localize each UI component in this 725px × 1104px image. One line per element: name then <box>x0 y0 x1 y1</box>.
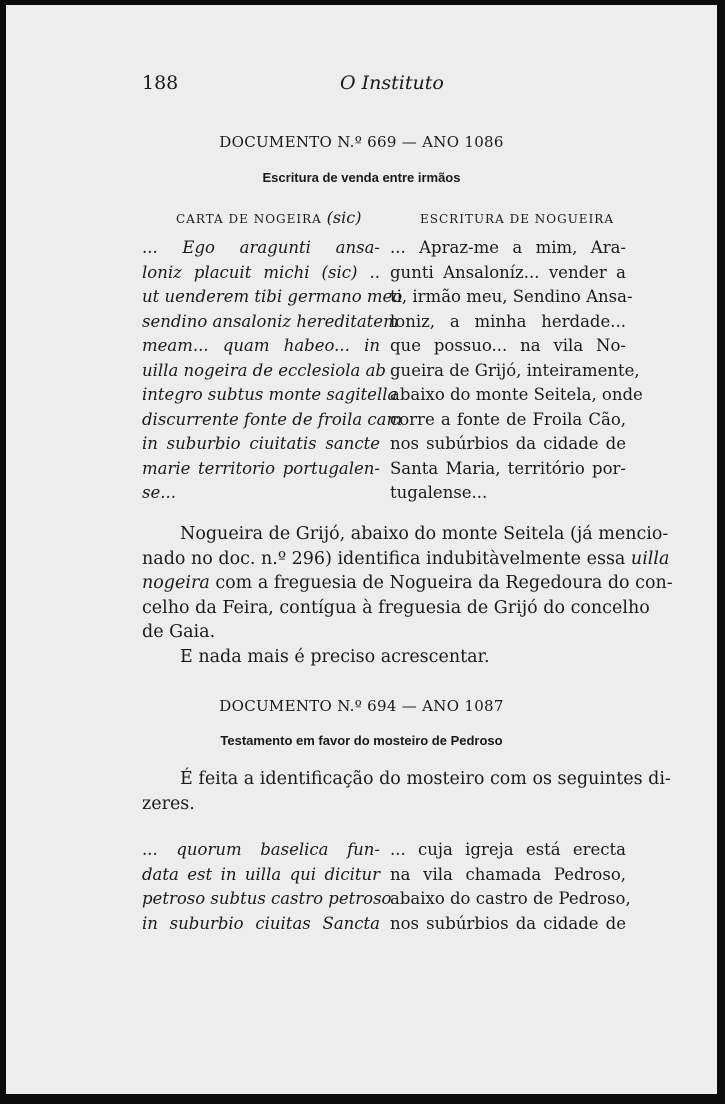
running-title: O Instituto <box>340 72 444 94</box>
doc2-heading: DOCUMENTO N.º 694 — ANO 1087 <box>219 697 504 715</box>
doc1-portuguese-column <box>390 236 643 506</box>
portuguese-line: tugalense... <box>390 483 488 502</box>
doc2-subtitle: Testamento em favor do mosteiro de Pedroso <box>220 733 503 748</box>
doc1-left-column-heading <box>176 208 361 227</box>
doc2-portuguese-column <box>390 838 631 936</box>
commentary-line: celho da Feira, contígua à freguesia de Grijó do concelho <box>142 597 650 618</box>
commentary-line: nogeira com a freguesia de Nogueira da Regedoura do con- <box>142 573 673 593</box>
portuguese-line: abaixo do monte Seitela, onde <box>390 385 643 404</box>
portuguese-line: loniz, a minha herdade... <box>390 311 626 331</box>
latin-line: discurrente fonte de froila cam <box>142 409 403 429</box>
commentary-line: de Gaia. <box>142 622 216 642</box>
portuguese-line: abaixo do castro de Pedroso, <box>390 889 631 908</box>
portuguese-line: que possuo... na vila No- <box>390 336 626 355</box>
latin-phrase: uilla <box>630 548 670 569</box>
left-heading-sic: (sic) <box>326 208 362 227</box>
intro-line: zeres. <box>142 793 195 814</box>
latin-phrase: nogeira <box>142 573 210 593</box>
closing-line: E nada mais é preciso acrescentar. <box>180 646 490 667</box>
latin-line: uilla nogeira de ecclesiola ab <box>142 360 386 380</box>
latin-line: ... quorum baselica fun- <box>142 840 380 859</box>
doc1-right-column-heading: ESCRITURA DE NOGUEIRA <box>420 212 615 226</box>
latin-line: data est in uilla qui dicitur <box>142 864 380 884</box>
intro-line: É feita a identificação do mosteiro com os seguintes di- <box>180 769 671 789</box>
portuguese-line: nos subúrbios da cidade de <box>390 913 626 933</box>
doc2-latin-column <box>142 838 392 936</box>
latin-line: integro subtus monte sagitella <box>142 385 398 404</box>
doc1-subtitle: Escritura de venda entre irmãos <box>262 170 461 185</box>
portuguese-line: gueira de Grijó, inteiramente, <box>390 360 640 380</box>
portuguese-line: Santa Maria, território por- <box>390 458 626 478</box>
commentary-line: Nogueira de Grijó, abaixo do monte Seitela (já mencio- <box>180 524 669 544</box>
page-number: 188 <box>142 72 179 94</box>
latin-line: se... <box>142 483 176 502</box>
portuguese-line: ... Apraz-me a mim, Ara- <box>390 238 626 257</box>
doc1-heading: DOCUMENTO N.º 669 — ANO 1086 <box>219 133 504 151</box>
latin-line: ... Ego aragunti ansa- <box>142 238 380 257</box>
book-page <box>6 5 717 1094</box>
latin-line: meam... quam habeo... in <box>142 336 380 355</box>
commentary-line: nado no doc. n.º 296) identifica indubitàvelmente essa uilla <box>142 548 670 569</box>
latin-line: marie territorio portugalen- <box>142 458 380 478</box>
portuguese-line: corre a fonte de Froila Cão, <box>390 409 626 429</box>
latin-line: sendino ansaloniz hereditatem <box>142 311 399 331</box>
latin-line: in suburbio ciuitatis sancte <box>142 434 380 453</box>
doc1-commentary <box>142 522 673 669</box>
latin-line: petroso subtus castro petroso <box>142 889 392 908</box>
latin-line: loniz placuit michi (sic) .. <box>142 262 380 282</box>
portuguese-line: na vila chamada Pedroso, <box>390 864 626 884</box>
portuguese-line: gunti Ansaloníz... vender a <box>390 262 626 282</box>
latin-line: ut uenderem tibi germano meo <box>142 287 403 306</box>
left-heading-text: CARTA DE NOGEIRA <box>176 212 322 226</box>
portuguese-line: nos subúrbios da cidade de <box>390 434 626 453</box>
doc1-latin-column <box>142 236 403 506</box>
portuguese-line: ... cuja igreja está erecta <box>390 840 626 859</box>
portuguese-line: ti, irmão meu, Sendino Ansa- <box>390 287 633 306</box>
latin-line: in suburbio ciuitas Sancta <box>142 913 380 933</box>
doc2-intro <box>142 767 671 816</box>
